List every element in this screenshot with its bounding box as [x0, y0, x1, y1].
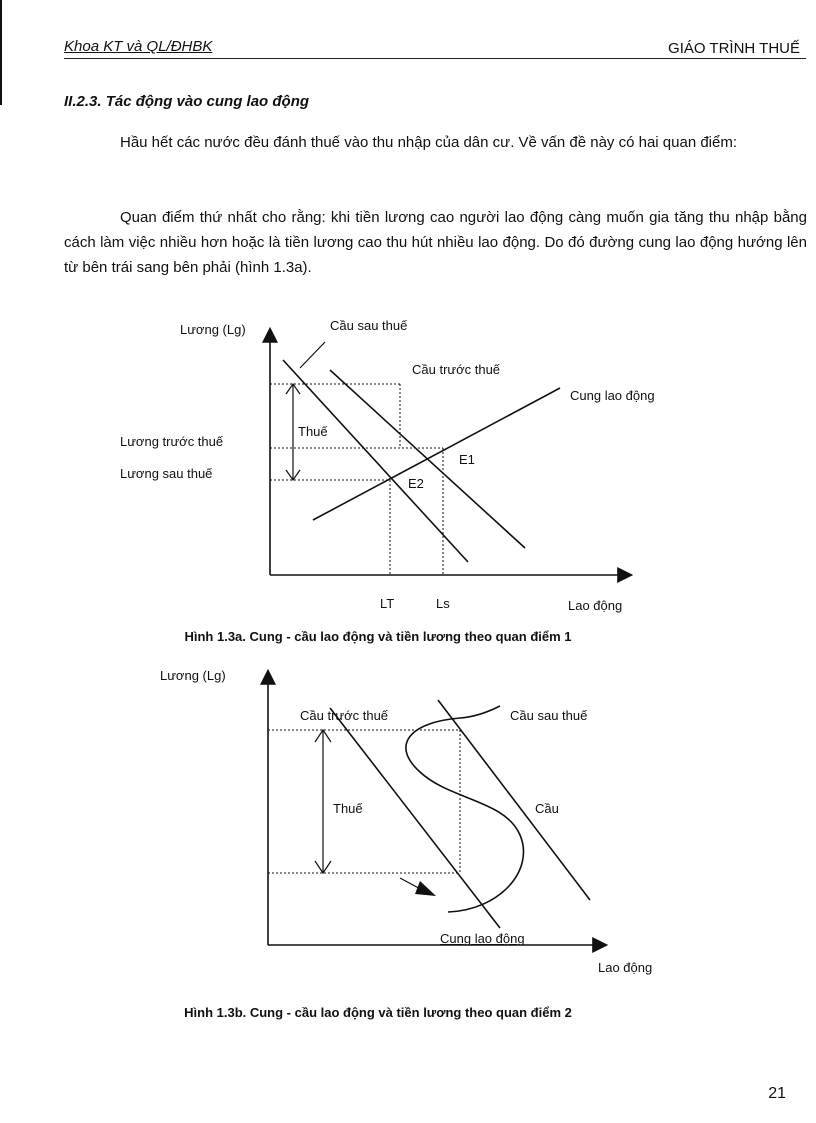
fig-b-supply-label: Cung lao động [440, 931, 525, 946]
fig-a-demand-before-label: Cầu trước thuế [412, 362, 501, 377]
fig-b-demand-after-tax [438, 700, 590, 900]
header-rule [64, 58, 806, 59]
fig-a-y-label: Lương (Lg) [180, 322, 246, 337]
figure-1-3b [0, 660, 816, 980]
fig-a-lt-label: LT [380, 596, 395, 611]
figure-1-3a-caption: Hình 1.3a. Cung - cầu lao động và tiền lương theo quan điểm 1 [184, 629, 572, 644]
header-left: Khoa KT và QL/ĐHBK [64, 38, 213, 55]
figure-1-3a [0, 300, 816, 630]
fig-b-demand-before-tax [330, 708, 500, 928]
fig-a-supply-label: Cung lao động [570, 388, 655, 403]
fig-a-supply [313, 388, 560, 520]
header-right: GIÁO TRÌNH THUẾ [668, 40, 800, 57]
fig-b-tax-label: Thuế [333, 801, 363, 816]
figure-1-3b-caption: Hình 1.3b. Cung - cầu lao động và tiền lương theo quan điểm 2 [184, 1005, 572, 1020]
fig-a-e2-label: E2 [408, 476, 424, 491]
fig-a-demand-after-tax [283, 360, 468, 562]
fig-a-ls-label: Ls [436, 596, 450, 611]
paragraph-1-text: Hầu hết các nước đều đánh thuế vào thu nhập của dân cư. Về vấn đề này có hai quan điểm: [120, 134, 738, 151]
fig-a-demand-after-label: Cầu sau thuế [330, 318, 408, 333]
fig-b-demand-label: Cầu [535, 801, 559, 816]
fig-a-wage-before-label: Lương trước thuế [120, 434, 224, 449]
section-heading: II.2.3. Tác động vào cung lao động [64, 93, 310, 110]
paragraph-1 [64, 130, 807, 155]
page-edge-bar [0, 0, 2, 105]
fig-b-y-label: Lương (Lg) [160, 668, 226, 683]
fig-b-demand-before-label: Cầu trước thuế [300, 708, 389, 723]
fig-a-wage-after-label: Lương sau thuế [120, 466, 213, 481]
page-number: 21 [768, 1085, 786, 1102]
fig-a-x-label: Lao động [568, 598, 623, 613]
paragraph-2-text: Quan điểm thứ nhất cho rằng: khi tiền lương cao người lao động càng muốn gia tăng thu nhập bằng cách làm việc nhiều hơn hoặc là tiền lương cao thu hút nhiều lao động. Do đó đường cung lao động hướng lên từ bên trái sang bên phải (hình 1.3a). [64, 209, 807, 276]
fig-a-tax-label: Thuế [298, 424, 328, 439]
fig-b-x-label: Lao động [598, 960, 653, 975]
fig-a-e1-label: E1 [459, 452, 475, 467]
paragraph-2 [64, 205, 807, 280]
fig-a-label-pointer [300, 342, 325, 368]
fig-b-pointer-head [415, 881, 436, 896]
fig-b-demand-after-label: Cầu sau thuế [510, 708, 588, 723]
